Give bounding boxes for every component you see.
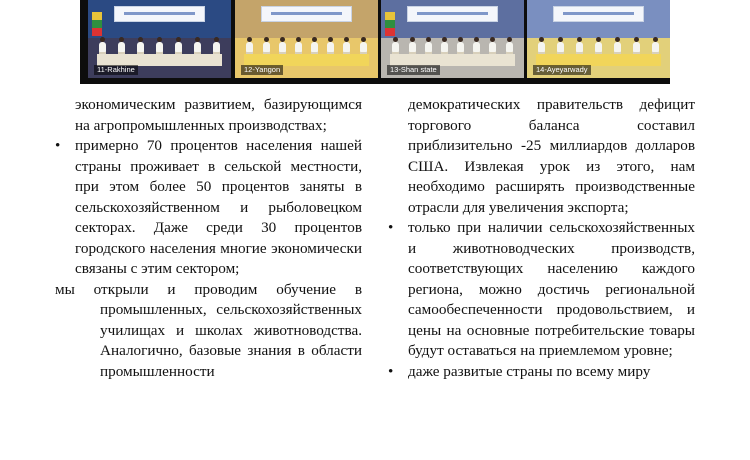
left-bullet-rural-population: • примерно 70 процентов населения нашей страны проживает в сельской местности, при этом более 50 процентов заняты в сельскохозяйственном и рыболовецком секторах. Даже среди 30 процентов городского населения многие экономически связаны с этим сектором; — [55, 136, 362, 280]
photo-caption: 14-Ayeyarwady — [533, 65, 591, 75]
photo-strip — [80, 0, 670, 84]
left-continuation-text: экономическим развитием, базирующимся на агропромышленных производствах; — [75, 96, 362, 134]
photo-yangon — [235, 0, 378, 78]
photo-caption: 13-Shan state — [387, 65, 440, 75]
right-column — [388, 95, 695, 382]
left-paragraph-training: мы открыли и проводим обучение в промышленных, сельскохозяйственных училищах и школах животноводства. Аналогично, базовые знания в области промышленности — [55, 280, 362, 380]
right-bullet-food-self-sufficiency: • только при наличии сельскохозяйственных и животноводческих производств, соответствующих населению каждого региона, можно достичь региональной самообеспеченности продовольствием, и цены на основные потребительские товары будут оставаться на приемлемом уровне; — [388, 218, 695, 362]
photo-caption: 11-Rakhine — [94, 65, 138, 75]
photo-caption: 12-Yangon — [241, 65, 283, 75]
photo-rakhine — [88, 0, 231, 78]
left-column — [55, 95, 362, 382]
right-continuation-text: демократических правительств дефицит торгового баланса составил приблизительно -25 миллиардов долларов США. Извлекая урок из этого, нам необходимо расширять производственные отрасли для увеличения экспорта; — [408, 96, 695, 216]
right-bullet-developed-countries: • даже развитые страны по всему миру — [388, 362, 695, 383]
photo-shan-state — [381, 0, 524, 78]
photo-ayeyarwady — [527, 0, 670, 78]
